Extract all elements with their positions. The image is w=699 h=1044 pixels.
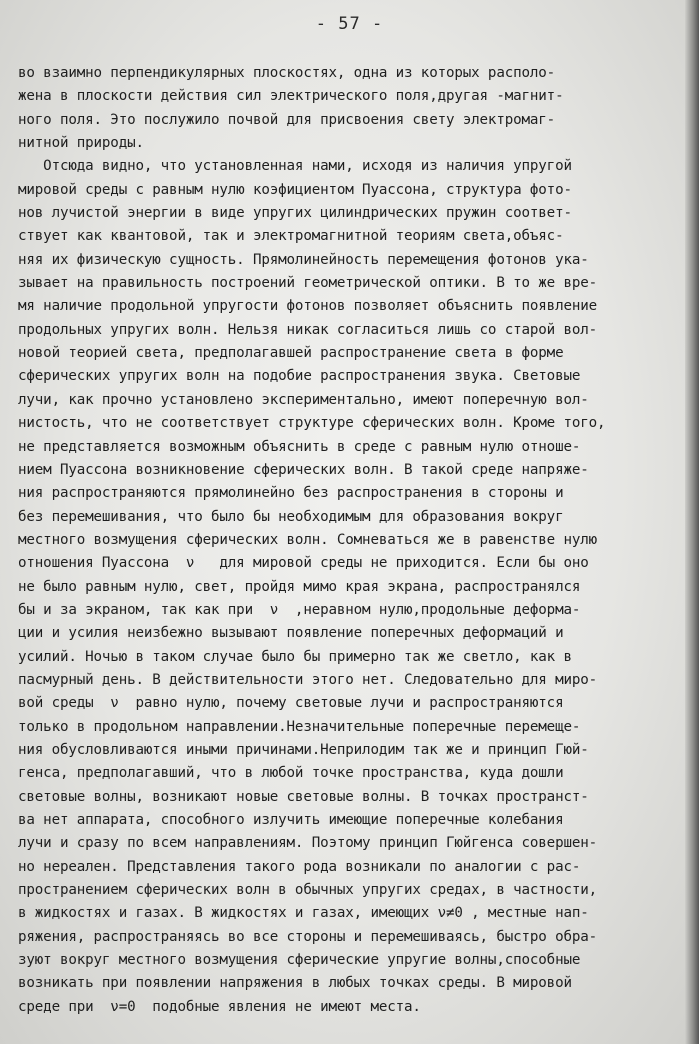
text-line: няя их физическую сущность. Прямолинейность перемещения фотонов ука- — [18, 251, 589, 268]
text-line: световые волны, возникают новые световые волны. В точках пространст- — [18, 788, 589, 805]
text-line: Отсюда видно, что установленная нами, исходя из наличия упругой — [18, 158, 572, 175]
text-line: зывает на правильность построений геометрической оптики. В то же вре- — [18, 275, 598, 292]
text-line: сферических упругих волн на подобие распространения звука. Световые — [18, 368, 581, 385]
text-line: ряжения, распространяясь во все стороны и перемешиваясь, быстро обра- — [18, 928, 598, 945]
text-line: ствует как квантовой, так и электромагнитной теориям света,объяс- — [18, 228, 564, 245]
text-line: жена в плоскости действия сил электрического поля,другая -магнит- — [18, 88, 564, 105]
text-line: продольных упругих волн. Нельзя никак согласиться лишь со старой вол- — [18, 321, 598, 338]
text-line: ции и усилия неизбежно вызывают появление поперечных деформаций и — [18, 625, 564, 642]
paragraph — [18, 62, 686, 155]
text-line: пасмурный день. В действительности этого нет. Следовательно для миро- — [18, 671, 598, 688]
body-text — [18, 62, 686, 1019]
text-line: нитной природы. — [18, 135, 144, 152]
text-line: вой среды ν равно нулю, почему световые лучи и распространяются — [18, 695, 564, 712]
text-line: нием Пуассона возникновение сферических волн. В такой среде напряже- — [18, 461, 589, 478]
text-line: пространением сферических волн в обычных упругих средах, в частности, — [18, 882, 598, 899]
text-line: среде при ν=0 подобные явления не имеют места. — [18, 998, 421, 1015]
text-line: но нереален. Представления такого рода возникали по аналогии с рас- — [18, 858, 581, 875]
text-line: усилий. Ночью в таком случае было бы примерно так же светло, как в — [18, 648, 572, 665]
text-line: лучи и сразу по всем направлениям. Поэтому принцип Гюйгенса совершен- — [18, 835, 598, 852]
text-line: местного возмущения сферических волн. Сомневаться же в равенстве нулю — [18, 531, 598, 548]
text-line: ния обусловливаются иными причинами.Неприлодим так же и принцип Гюй- — [18, 741, 589, 758]
text-line: генса, предполагавший, что в любой точке пространства, куда дошли — [18, 765, 564, 782]
text-line: не было равным нулю, свет, пройдя мимо края экрана, распространялся — [18, 578, 581, 595]
text-line: мировой среды с равным нулю коэфициентом Пуассона, структура фото- — [18, 181, 572, 198]
text-line: ного поля. Это послужило почвой для присвоения свету электромаг- — [18, 111, 556, 128]
text-line: ния распространяются прямолинейно без распространения в стороны и — [18, 485, 564, 502]
text-line: нов лучистой энергии в виде упругих цилиндрических пружин соответ- — [18, 205, 572, 222]
page-number: - 57 - — [315, 14, 384, 34]
text-line: лучи, как прочно установлено экспериментально, имеют поперечную вол- — [18, 391, 589, 408]
text-line: мя наличие продольной упругости фотонов позволяет объяснить появление — [18, 298, 598, 315]
text-line: без перемешивания, что было бы необходимым для образования вокруг — [18, 508, 564, 525]
text-line: зуют вокруг местного возмущения сферические упругие волны,способные — [18, 952, 581, 969]
text-line: только в продольном направлении.Незначительные поперечные перемеще- — [18, 718, 581, 735]
text-line: возникать при появлении напряжения в любых точках среды. В мировой — [18, 975, 572, 992]
text-line: отношения Пуассона ν для мировой среды не приходится. Если бы оно — [18, 555, 589, 572]
paragraph — [18, 155, 686, 1019]
text-line: ва нет аппарата, способного излучить имеющие поперечные колебания — [18, 812, 564, 828]
text-line: бы и за экраном, так как при ν ,неравном нулю,продольные деформа- — [18, 601, 581, 618]
text-line: нистость, что не соответствует структуре сферических волн. Кроме того, — [18, 415, 606, 432]
text-line: во взаимно перпендикулярных плоскостях, одна из которых располо- — [18, 65, 556, 81]
text-line: не представляется возможным объяснить в среде с равным нулю отноше- — [18, 438, 581, 455]
text-line: в жидкостях и газах. В жидкостях и газах, имеющих ν≠0 , местные нап- — [18, 905, 589, 922]
text-line: новой теорией света, предполагавшей распространение света в форме — [18, 345, 564, 362]
page-edge-shadow — [685, 0, 699, 1044]
